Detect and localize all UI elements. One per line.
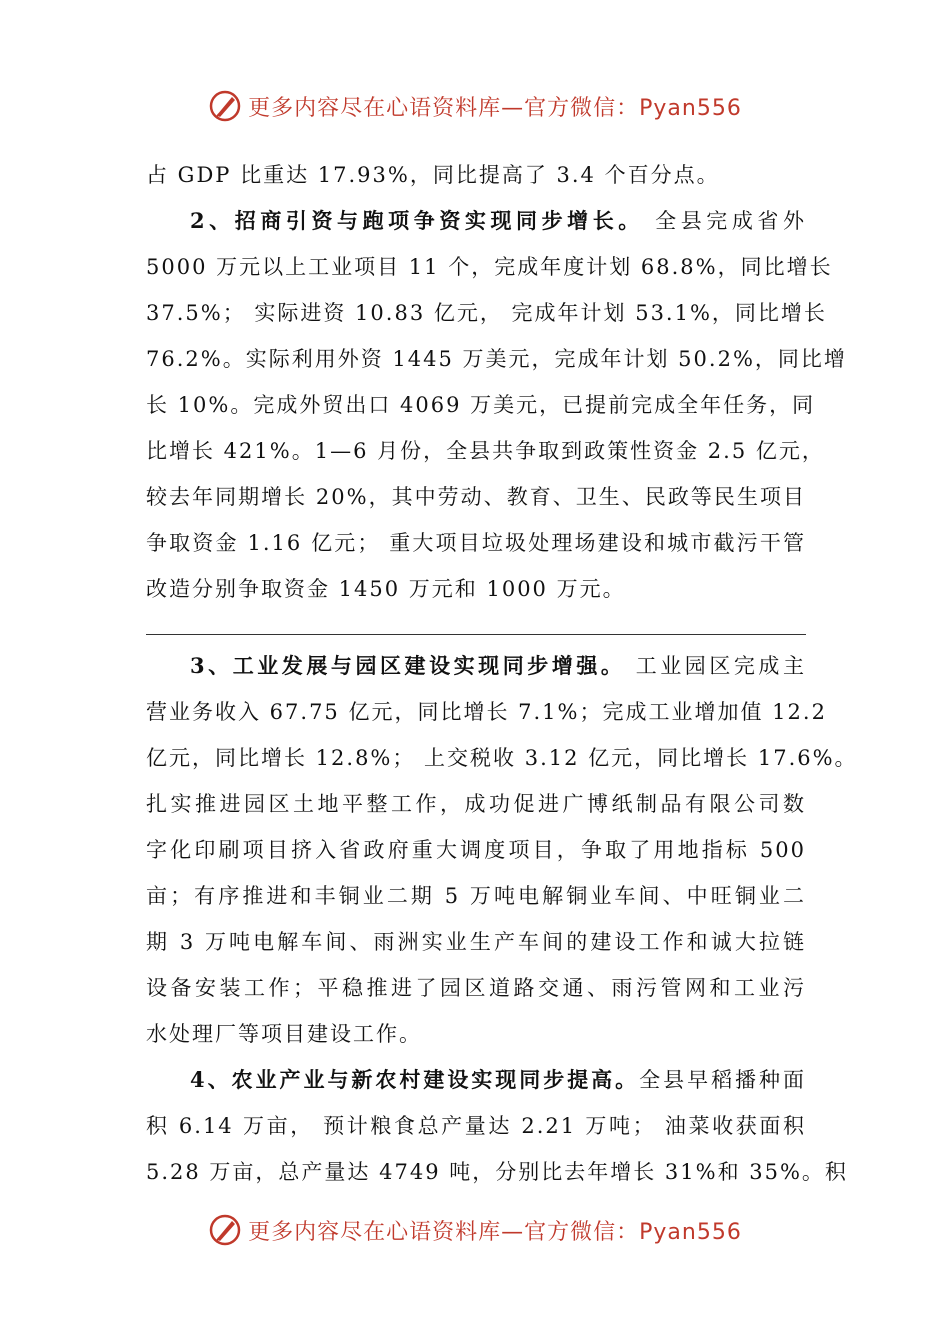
section-heading: 2、招商引资与跑项争资实现同步增长。 <box>190 208 644 233</box>
text-line: 5.28 万亩，总产量达 4749 吨，分别比去年增长 31%和 35%。积 <box>146 1160 848 1184</box>
paragraph-heading-line <box>146 643 806 689</box>
text-line: 76.2%。实际利用外资 1445 万美元，完成年计划 50.2%，同比增 <box>146 347 847 371</box>
text-line: 37.5%； 实际进资 10.83 亿元， 完成年计划 53.1%，同比增长 <box>146 301 827 325</box>
text-line: 字化印刷项目挤入省政府重大调度项目，争取了用地指标 500 <box>146 838 806 862</box>
watermark-header <box>0 86 950 126</box>
paragraph-heading-line <box>146 1057 806 1103</box>
section-heading: 3、工业发展与园区建设实现同步增强。 <box>190 653 626 678</box>
text-line: 较去年同期增长 20%，其中劳动、教育、卫生、民政等民生项目 <box>146 485 806 509</box>
pen-logo-icon <box>208 1213 242 1247</box>
text-line: 设备安装工作；平稳推进了园区道路交通、雨污管网和工业污 <box>146 976 806 1000</box>
text-fragment: 全县早稻播种面 <box>639 1068 806 1092</box>
watermark-footer <box>0 1210 950 1250</box>
text-line: 亿元，同比增长 12.8%； 上交税收 3.12 亿元，同比增长 17.6%。 <box>146 746 858 770</box>
text-line: 争取资金 1.16 亿元； 重大项目垃圾处理场建设和城市截污干管 <box>146 531 806 555</box>
text-fragment: 工业园区完成主 <box>625 654 806 678</box>
section-heading: 4、农业产业与新农村建设实现同步提高。 <box>190 1067 640 1092</box>
text-line: 扎实推进园区土地平整工作，成功促进广博纸制品有限公司数 <box>146 792 806 816</box>
watermark-text: 更多内容尽在心语资料库—官方微信：Pyan556 <box>248 1219 742 1245</box>
text-fragment: 全县完成省外 <box>643 209 806 233</box>
paragraph-heading-line <box>146 198 806 244</box>
text-line: 改造分别争取资金 1450 万元和 1000 万元。 <box>146 577 626 601</box>
text-line: 期 3 万吨电解车间、雨洲实业生产车间的建设工作和诚大拉链 <box>146 930 806 954</box>
text-line: 亩；有序推进和丰铜业二期 5 万吨电解铜业车间、中旺铜业二 <box>146 884 806 908</box>
page-divider <box>146 634 806 635</box>
text-line: 营业务收入 67.75 亿元，同比增长 7.1%；完成工业增加值 12.2 <box>146 700 827 724</box>
text-line: 积 6.14 万亩， 预计粮食总产量达 2.21 万吨； 油菜收获面积 <box>146 1114 806 1138</box>
document-body <box>146 152 858 1195</box>
text-line: 占 GDP 比重达 17.93%，同比提高了 3.4 个百分点。 <box>146 163 720 187</box>
text-line: 长 10%。完成外贸出口 4069 万美元，已提前完成全年任务，同 <box>146 393 816 417</box>
watermark-text: 更多内容尽在心语资料库—官方微信：Pyan556 <box>248 95 742 121</box>
text-line: 5000 万元以上工业项目 11 个，完成年度计划 68.8%，同比增长 <box>146 255 833 279</box>
text-line: 水处理厂等项目建设工作。 <box>146 1022 422 1046</box>
pen-logo-icon <box>208 89 242 123</box>
text-line: 比增长 421%。1—6 月份，全县共争取到政策性资金 2.5 亿元， <box>146 439 825 463</box>
